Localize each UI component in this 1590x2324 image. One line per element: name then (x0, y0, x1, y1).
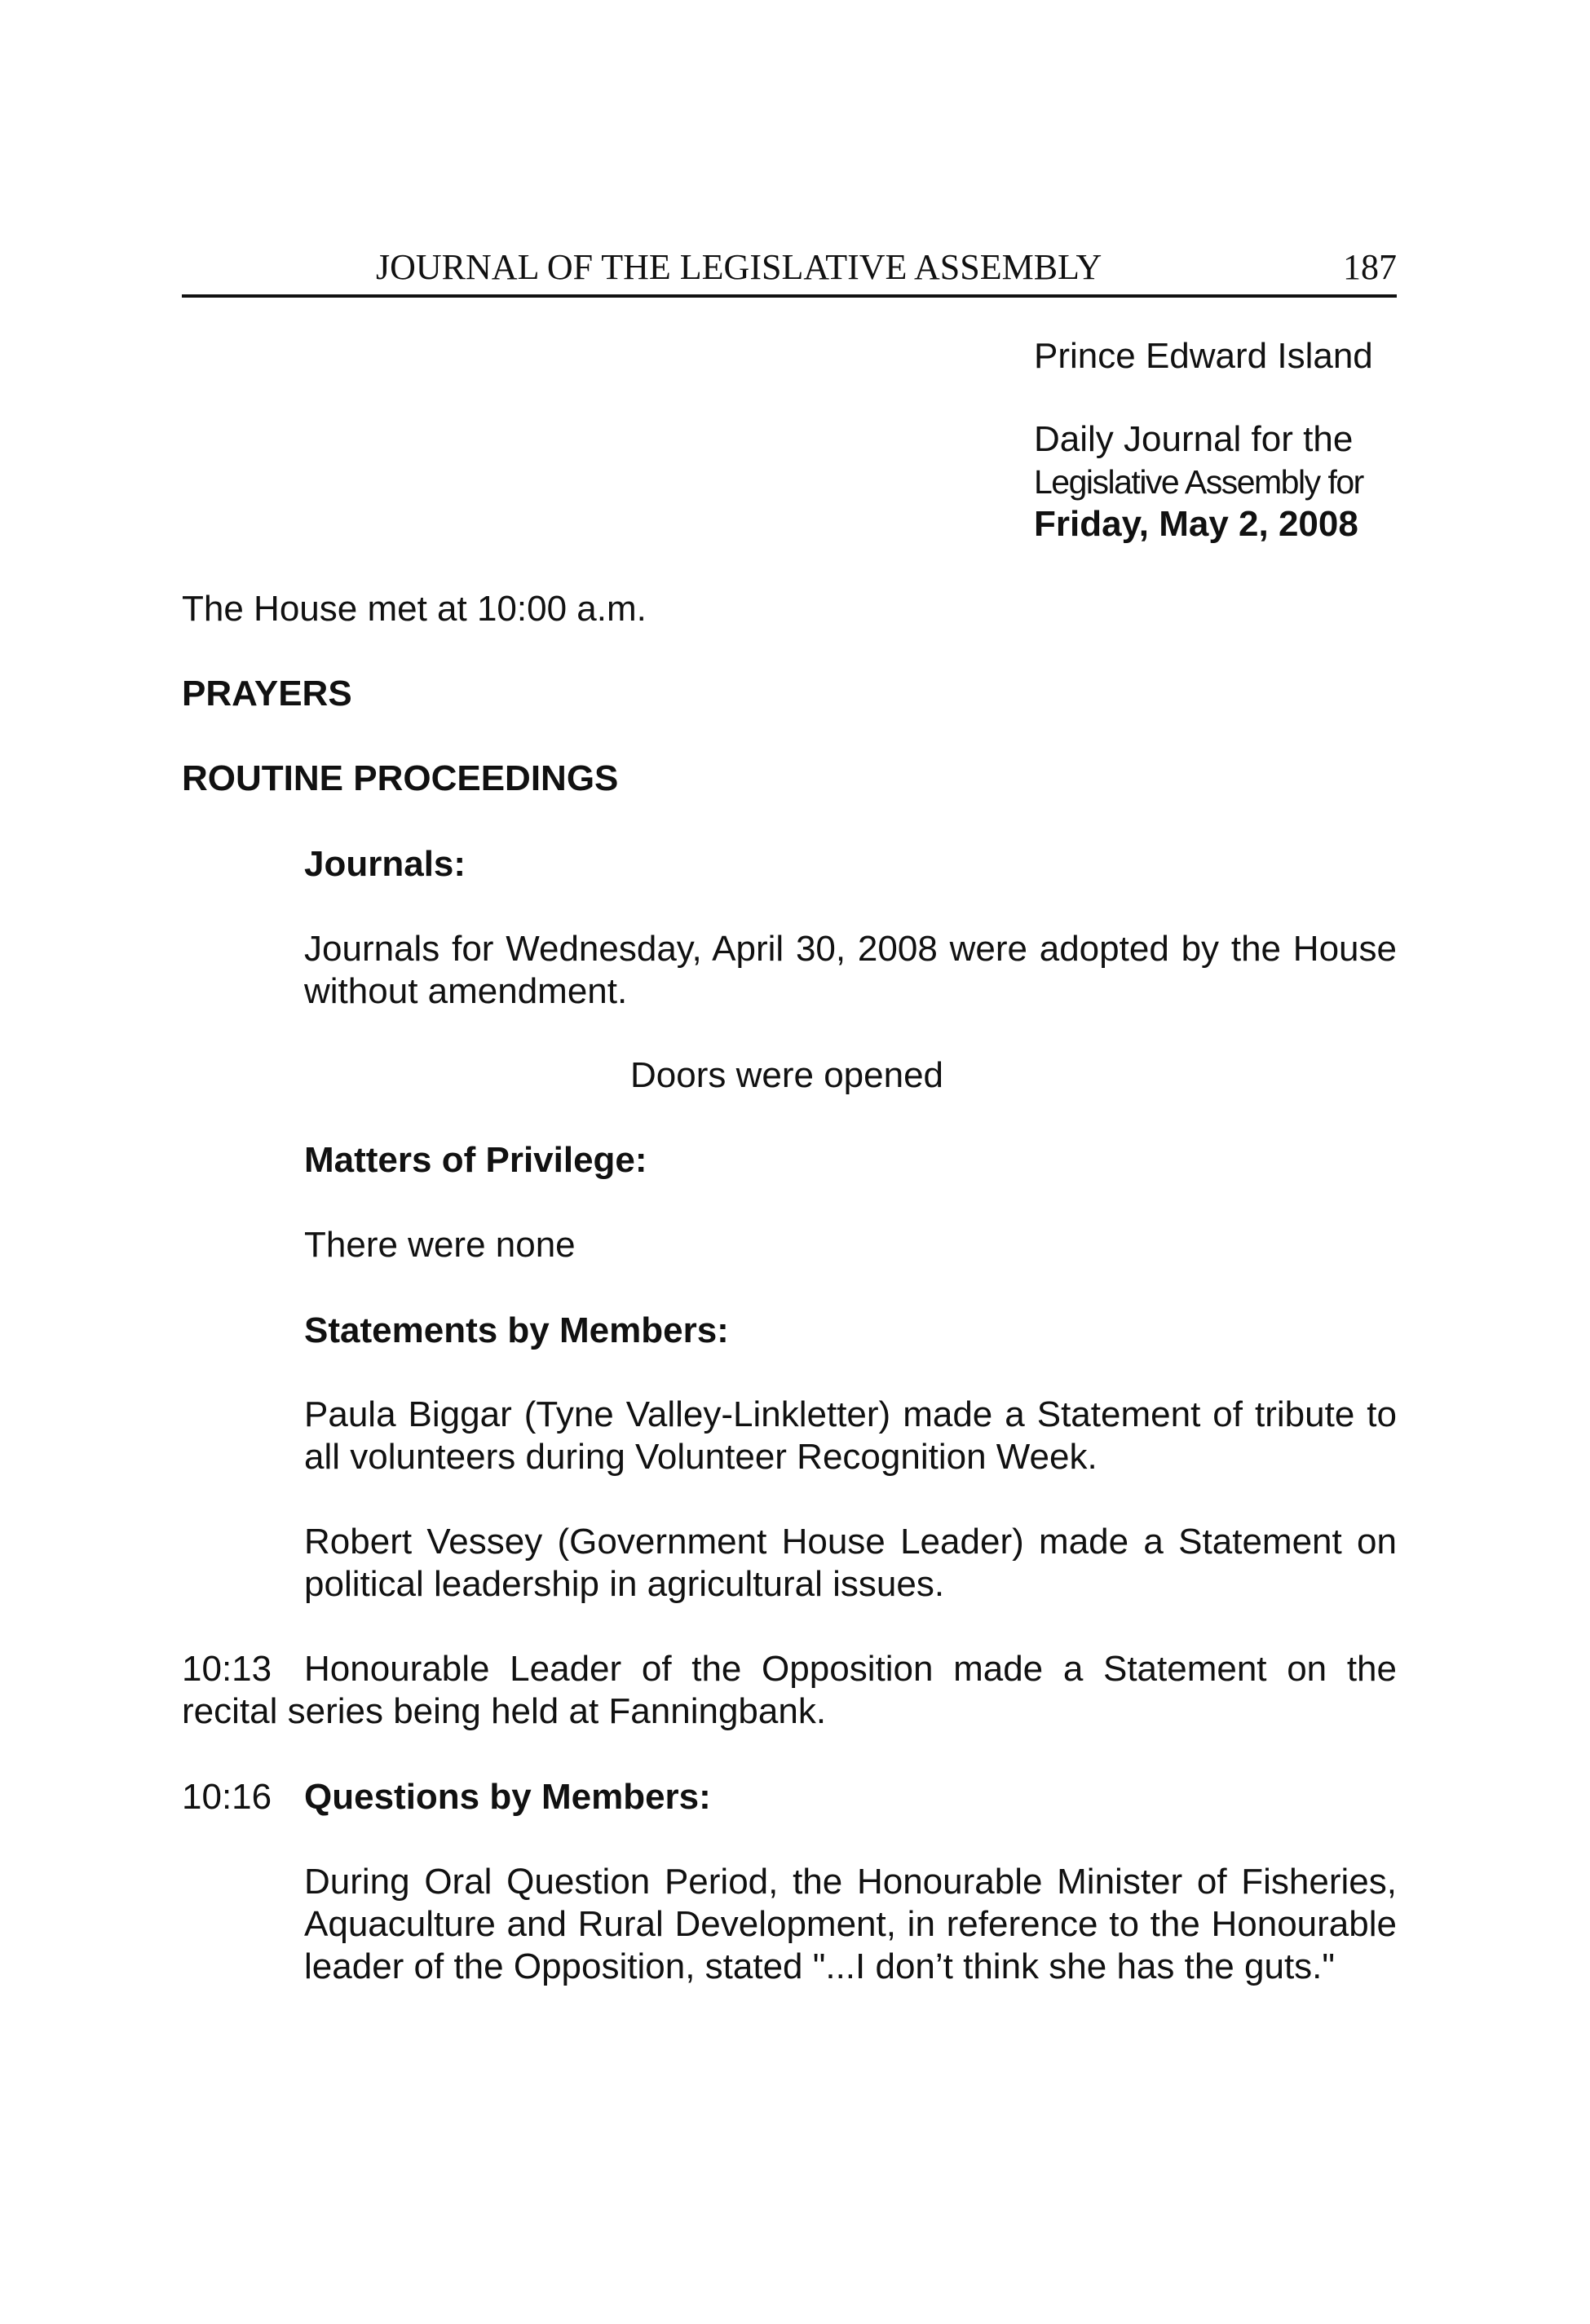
journal-line-2: Legislative Assembly for (1034, 463, 1363, 501)
statement-item: Robert Vessey (Government House Leader) made a Statement on political leadership in agricultural issues. (304, 1522, 1397, 1604)
privilege-heading: Matters of Privilege: (304, 1140, 647, 1180)
routine-proceedings-heading: ROUTINE PROCEEDINGS (182, 758, 619, 798)
doors-note: Doors were opened (630, 1055, 944, 1095)
questions-text: During Oral Question Period, the Honourable Minister of Fisheries, Aquaculture and Rural Development, in reference to the Honourable leader of the Opposition, stated "...I don’t think she has the guts." (304, 1862, 1397, 1986)
province-name: Prince Edward Island (1034, 336, 1373, 376)
questions-heading: Questions by Members: (304, 1777, 711, 1817)
prayers-heading: PRAYERS (182, 674, 352, 714)
journal-line-1: Daily Journal for the (1034, 419, 1354, 459)
privilege-text: There were none (304, 1225, 576, 1265)
journals-heading: Journals: (304, 844, 466, 884)
statement-item: Paula Biggar (Tyne Valley-Linkletter) made a Statement of tribute to all volunteers during Volunteer Recognition Week. (304, 1394, 1397, 1477)
journal-title: JOURNAL OF THE LEGISLATIVE ASSEMBLY (376, 247, 1102, 287)
statements-heading: Statements by Members: (304, 1310, 729, 1350)
questions-time: 10:16 (182, 1777, 272, 1817)
page-number: 187 (1343, 247, 1397, 287)
sitting-date: Friday, May 2, 2008 (1034, 504, 1358, 544)
entry-text: Honourable Leader of the Opposition made a Statement on the recital series being held at Fanningbank. (182, 1649, 1397, 1731)
journals-text: Journals for Wednesday, April 30, 2008 were adopted by the House without amendment. (304, 929, 1397, 1011)
entry-time: 10:13 (182, 1649, 272, 1689)
page-header (182, 241, 1397, 298)
opening-statement: The House met at 10:00 a.m. (182, 589, 647, 629)
